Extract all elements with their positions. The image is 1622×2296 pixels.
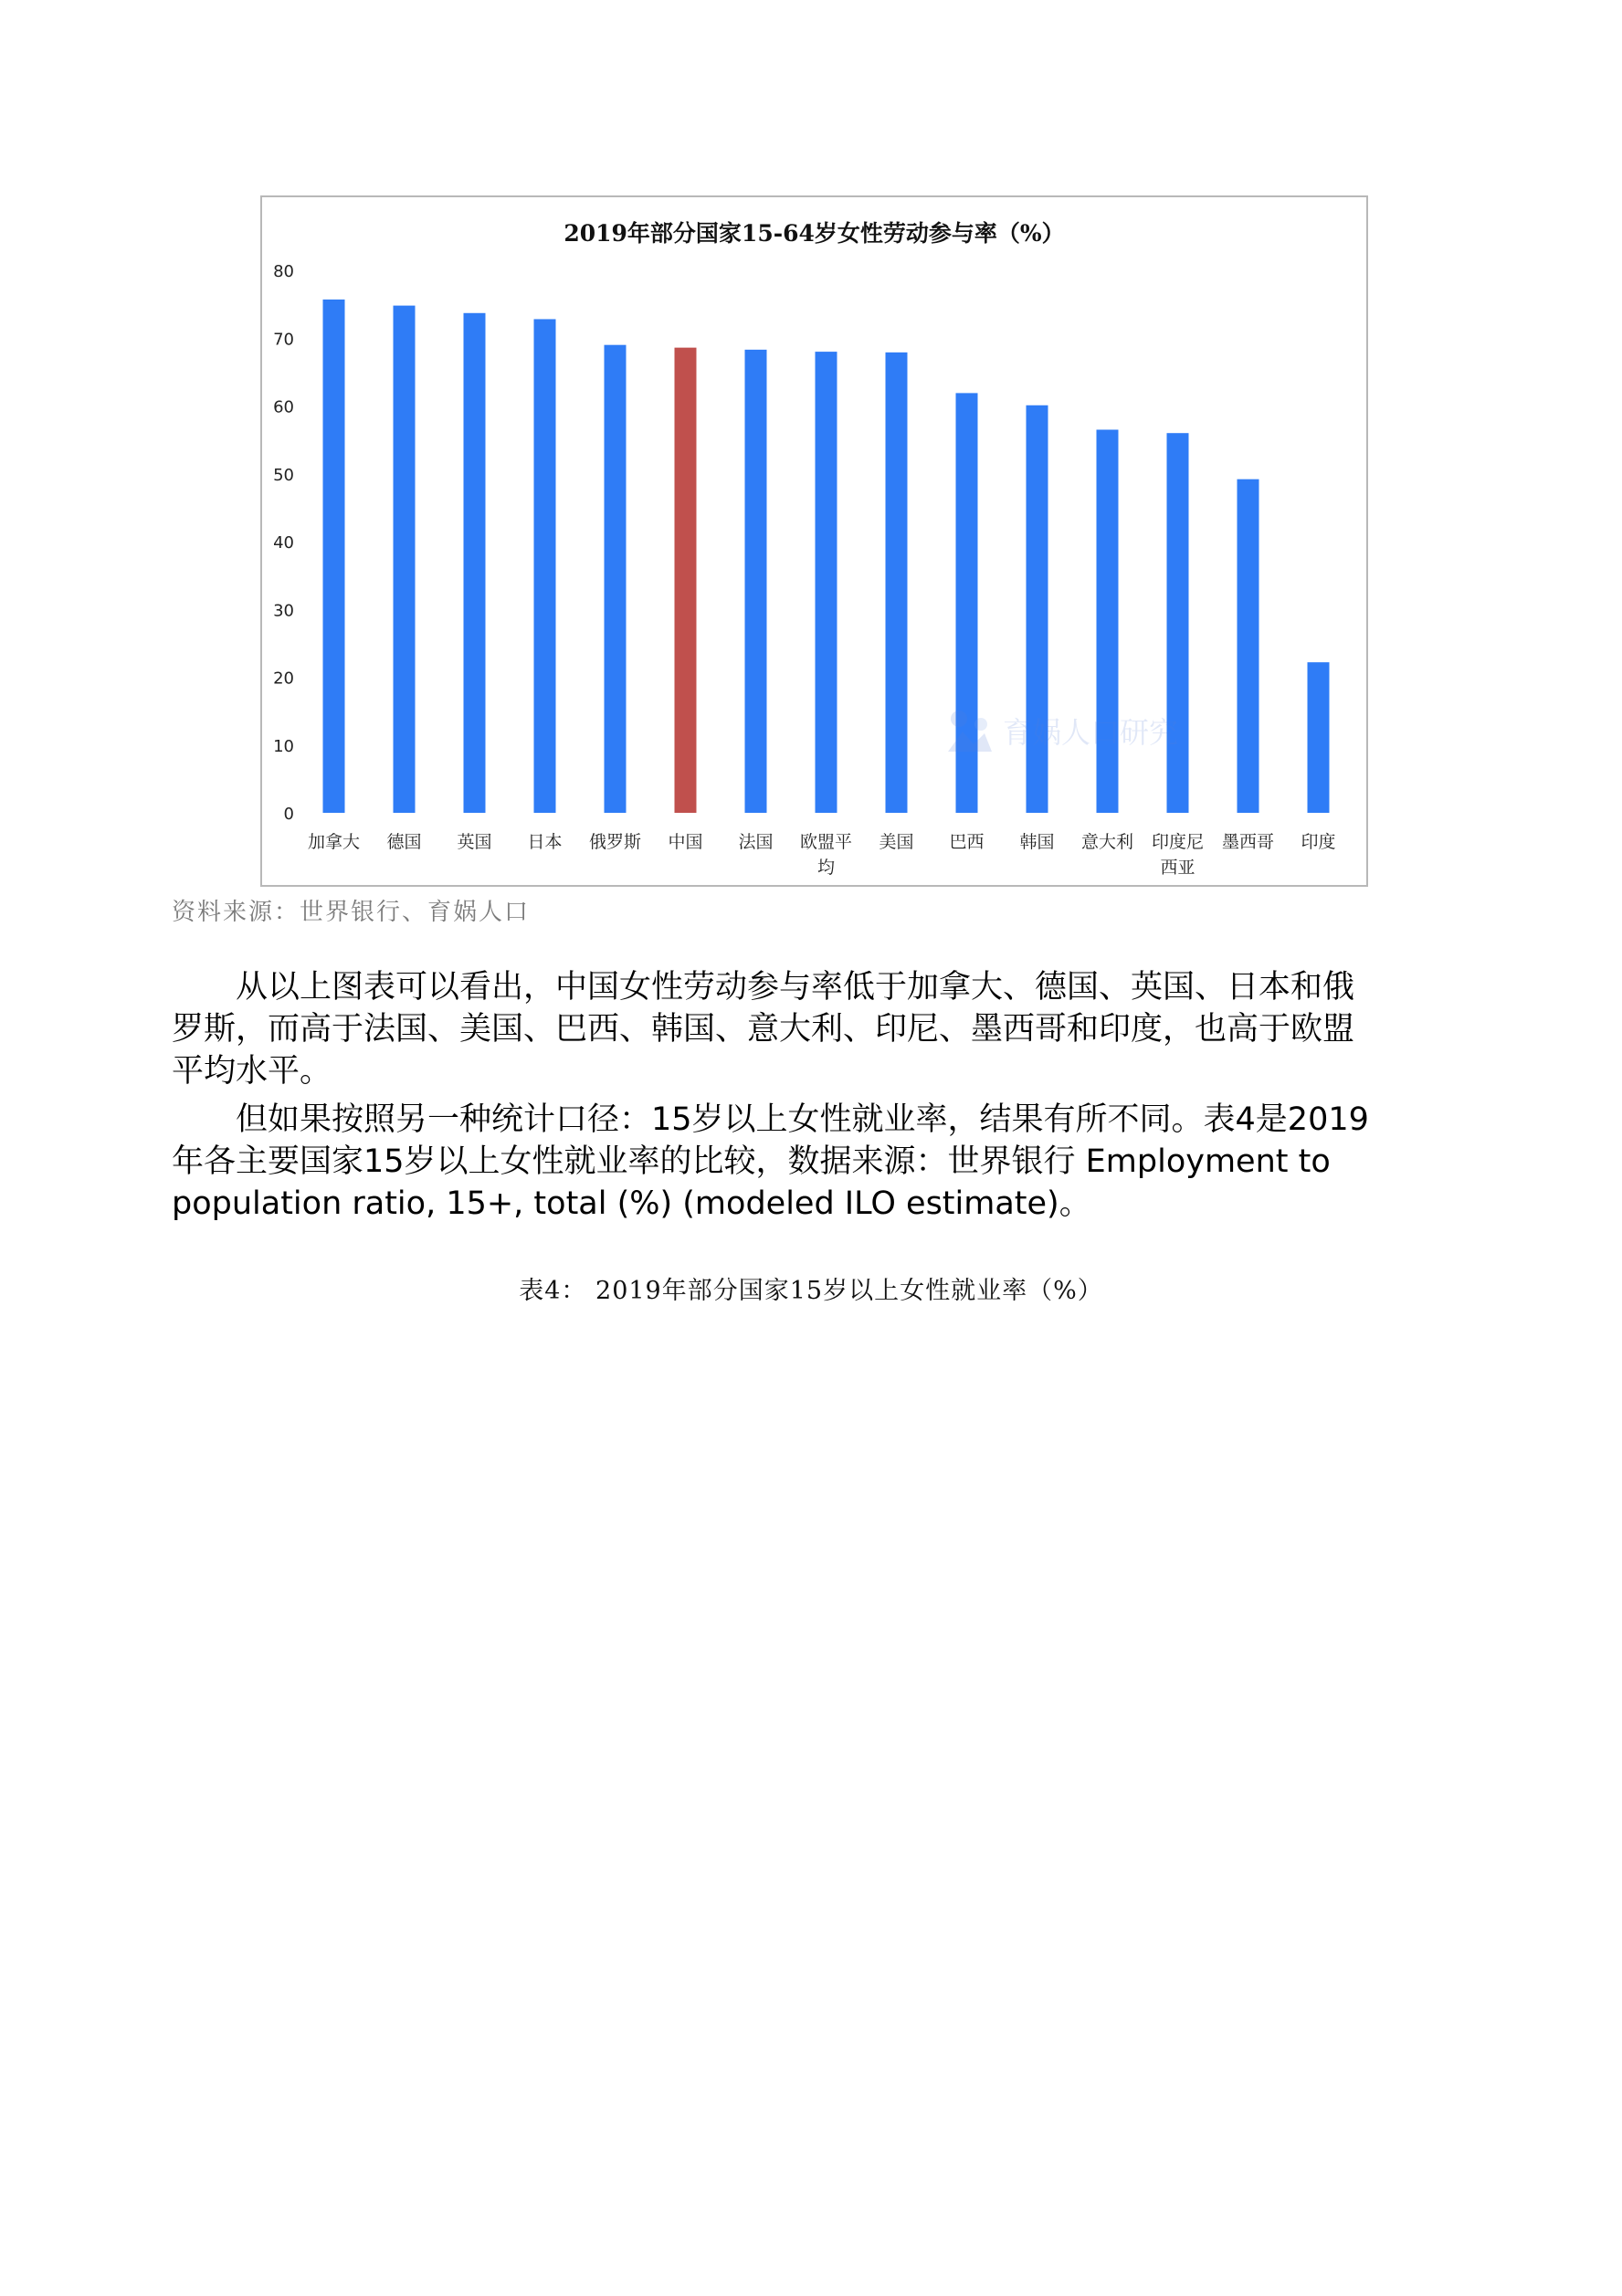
x-tick-label: 英国 bbox=[457, 832, 492, 852]
x-tick-label: 欧盟平 bbox=[799, 832, 853, 852]
y-tick-label: 80 bbox=[273, 262, 294, 281]
paragraph-2-line: 年各主要国家15岁以上女性就业率的比较，数据来源：世界银行 Employment to bbox=[172, 1143, 1331, 1180]
paragraph-1 bbox=[172, 966, 1459, 1092]
paragraph-1-line: 平均水平。 bbox=[172, 1053, 332, 1090]
x-tick-label: 印度尼 bbox=[1151, 832, 1205, 852]
chart-container bbox=[260, 195, 1368, 887]
bar-英国 bbox=[464, 313, 486, 813]
bar-俄罗斯 bbox=[605, 345, 627, 813]
paragraph-2-line: 但如果按照另一种统计口径：15岁以上女性就业率，结果有所不同。表4是2019 bbox=[236, 1101, 1369, 1138]
paragraph-2 bbox=[172, 1099, 1459, 1225]
y-tick-label: 10 bbox=[273, 736, 294, 756]
bar-法国 bbox=[745, 350, 767, 813]
watermark-text: 育娲人口研究 bbox=[1003, 715, 1179, 750]
x-tick-label: 印度 bbox=[1301, 832, 1336, 852]
x-tick-label: 均 bbox=[816, 858, 836, 878]
paragraph-1-line: 罗斯，而高于法国、美国、巴西、韩国、意大利、印尼、墨西哥和印度，也高于欧盟 bbox=[172, 1011, 1355, 1048]
x-tick-label: 巴西 bbox=[949, 832, 985, 852]
bar-印度 bbox=[1308, 662, 1330, 813]
bar-欧盟平均 bbox=[816, 352, 837, 813]
bar-chart bbox=[262, 197, 1366, 885]
y-tick-label: 30 bbox=[273, 601, 294, 621]
chart-title: 2019年部分国家15-64岁女性劳动参与率（%） bbox=[563, 220, 1065, 247]
x-tick-label: 俄罗斯 bbox=[588, 832, 642, 852]
y-tick-label: 60 bbox=[273, 397, 294, 417]
paragraph-1-line: 从以上图表可以看出，中国女性劳动参与率低于加拿大、德国、英国、日本和俄 bbox=[236, 969, 1355, 1006]
chart-source-note: 资料来源：世界银行、育娲人口 bbox=[172, 899, 531, 926]
x-tick-label: 意大利 bbox=[1080, 832, 1134, 852]
paragraph-2-line: population ratio, 15+, total (%) (modeled ILO estimate)。 bbox=[172, 1185, 1091, 1222]
x-tick-label: 韩国 bbox=[1019, 832, 1055, 852]
bar-德国 bbox=[394, 306, 416, 813]
x-tick-label: 法国 bbox=[738, 832, 774, 852]
watermark bbox=[943, 704, 1178, 757]
y-tick-label: 20 bbox=[273, 669, 294, 689]
y-tick-label: 70 bbox=[273, 330, 294, 350]
y-tick-label: 40 bbox=[273, 533, 294, 553]
y-tick-label: 0 bbox=[283, 805, 294, 824]
x-tick-label: 墨西哥 bbox=[1221, 832, 1275, 852]
bar-墨西哥 bbox=[1238, 479, 1259, 813]
bar-加拿大 bbox=[323, 300, 345, 813]
y-tick-label: 50 bbox=[273, 465, 294, 485]
x-tick-label: 西亚 bbox=[1160, 858, 1195, 878]
x-tick-label: 日本 bbox=[527, 832, 563, 852]
x-tick-label: 美国 bbox=[879, 832, 914, 852]
bar-中国 bbox=[675, 348, 697, 813]
x-tick-label: 德国 bbox=[386, 832, 422, 852]
x-tick-label: 中国 bbox=[668, 832, 703, 852]
bar-美国 bbox=[886, 353, 908, 813]
x-tick-label: 加拿大 bbox=[307, 832, 361, 852]
table-caption: 表4： 2019年部分国家15岁以上女性就业率（%） bbox=[519, 1277, 1103, 1305]
watermark-logo-icon bbox=[943, 704, 995, 757]
bar-日本 bbox=[534, 319, 556, 813]
